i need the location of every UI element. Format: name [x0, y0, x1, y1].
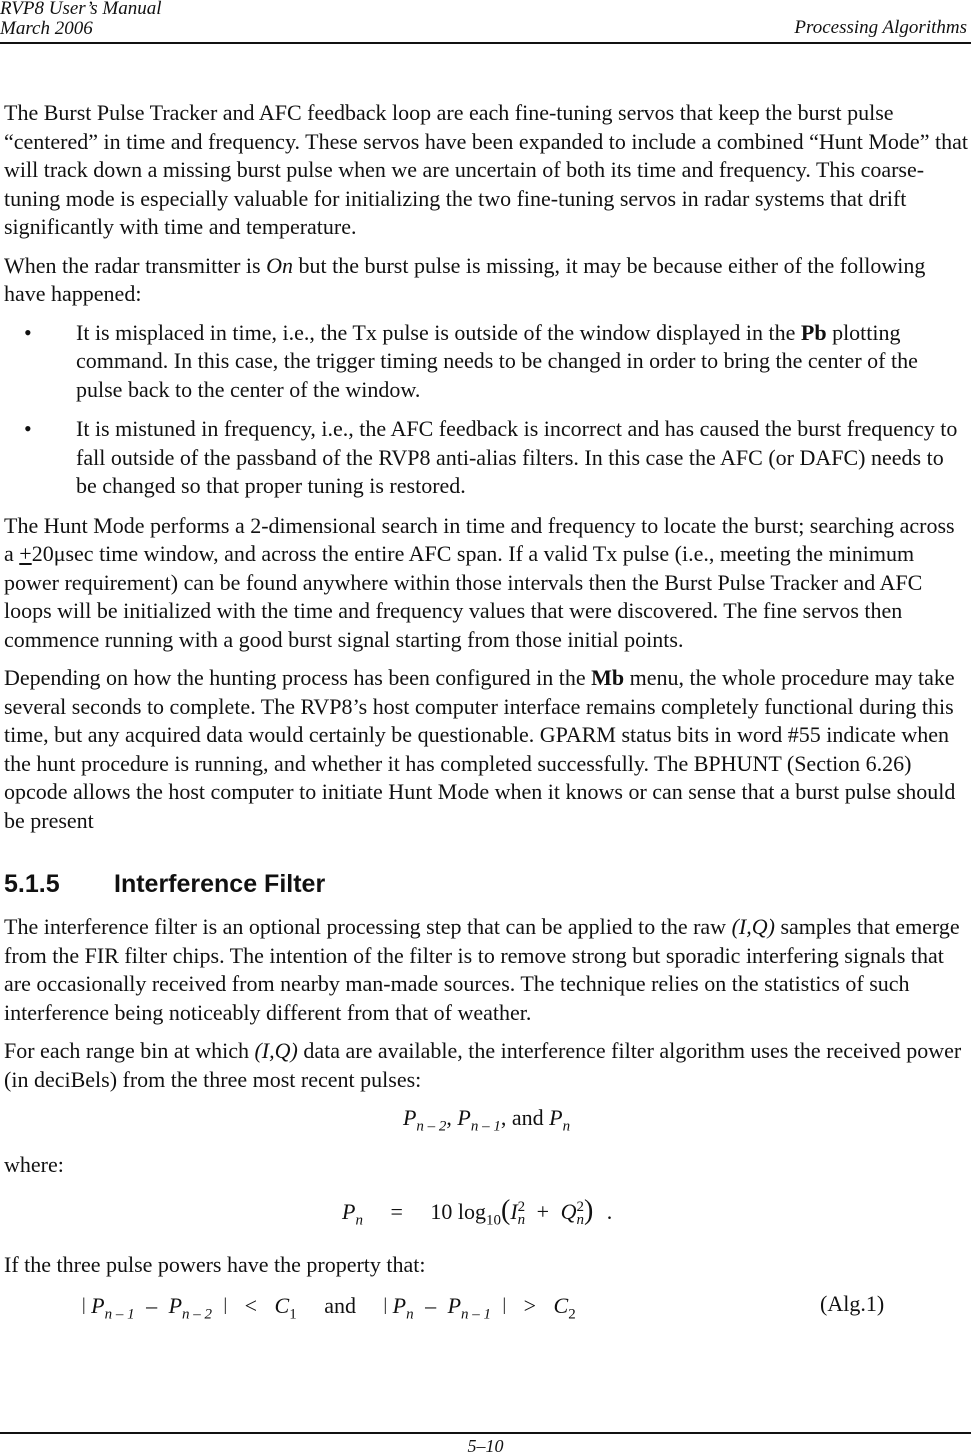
sup-sub-stack — [518, 1201, 526, 1227]
text: The Hunt Mode performs a 2-dimensional search in time and frequency to locate the burst; searching across a — [4, 512, 955, 566]
symbol-p: P — [342, 1199, 356, 1225]
emphasis-iq: (I,Q) — [254, 1038, 298, 1063]
text: menu, the whole procedure may take several seconds to complete. The RVP8’s host computer interface remains completely functional during this time, but any acquired data would certainly be questionable. GPARM status bits in word #55 indicate when the hunt procedure is running, and whether it has completed successfully. The BPHUNT (Section 6.26) opcode allows the host computer to initiate Hunt Mode when it knows or can sense that a burst pulse should be present — [4, 665, 956, 833]
emphasis-iq: (I,Q) — [731, 914, 775, 939]
less-than-sign: < — [244, 1292, 258, 1318]
symbol-p: P — [91, 1292, 105, 1318]
conjunction-and: and — [324, 1292, 356, 1318]
bullet-icon: • — [24, 319, 32, 345]
equation-tag: (Alg.1) — [820, 1290, 885, 1316]
log-function: log — [457, 1199, 486, 1225]
manual-date: March 2006 — [0, 18, 93, 39]
subscript: n – 1 — [104, 1306, 135, 1323]
text: samples that emerge from the FIR filter chips. The intention of the filter is to remove strong but sporadic interfering signals that are occasionally received from nearby man-made sources. The technique relies on the statistics of such interference being noticeably different from that of weather. — [4, 914, 960, 1025]
open-paren: ( — [501, 1195, 511, 1227]
subscript: n – 2 — [416, 1118, 447, 1135]
close-paren: ) — [583, 1195, 594, 1227]
abs-bar: | — [82, 1293, 86, 1314]
symbol-i: I — [510, 1199, 518, 1225]
subscript: n — [517, 1212, 526, 1229]
subscript: n — [576, 1212, 584, 1229]
section-heading — [4, 869, 969, 899]
equation-alg1 — [4, 1290, 969, 1326]
symbol-c: C — [274, 1292, 290, 1318]
abs-bar: | — [502, 1293, 507, 1314]
list-item — [4, 319, 969, 405]
subscript: 1 — [289, 1306, 297, 1323]
superscript: 2 — [517, 1199, 526, 1216]
where-label: where: — [4, 1151, 64, 1177]
page-number: 5–10 — [467, 1436, 504, 1456]
text: The interference filter is an optional processing step that can be applied to the raw — [4, 914, 732, 939]
chapter-title: Processing Algorithms — [794, 17, 967, 38]
symbol-p: P — [168, 1292, 183, 1318]
paragraph-interference-intro — [4, 913, 969, 1027]
emphasis-on: On — [266, 252, 293, 278]
subscript: n – 2 — [182, 1306, 213, 1323]
symbol-p: P — [392, 1292, 407, 1318]
equation-three-powers — [4, 1104, 969, 1141]
sup-sub-stack — [576, 1201, 584, 1227]
bullet-icon: • — [24, 416, 32, 441]
text: It is mistuned in frequency, i.e., the AFC feedback is incorrect and has caused the burst frequency to fall outside of the passband of the RVP8 anti-alias filters. In this case the AFC (or DAFC) needs to be changed so that proper tuning is restored. — [76, 416, 958, 498]
separator: , — [446, 1105, 458, 1130]
paragraph-transmitter-on — [4, 252, 969, 309]
section-number: 5.1.5 — [4, 870, 60, 898]
text: plotting command. In this case, the trigger timing needs to be changed in order to bring the center of the pulse back to the center of the window. — [76, 319, 918, 402]
equation-power-definition — [4, 1189, 969, 1239]
plus-sign: + — [19, 541, 32, 566]
log-base: 10 — [486, 1212, 501, 1229]
list-item — [4, 415, 969, 501]
subscript: n — [406, 1306, 414, 1323]
symbol-p: P — [402, 1105, 417, 1130]
section-title: Interference Filter — [114, 870, 326, 898]
text: For each range bin at which — [4, 1038, 255, 1063]
bullet-list — [4, 319, 969, 501]
footer-rule — [0, 1432, 971, 1434]
greater-than-sign: > — [523, 1292, 537, 1318]
equation-body — [82, 1290, 576, 1329]
separator: , and — [500, 1105, 550, 1130]
superscript: 2 — [576, 1199, 584, 1216]
equation-body — [342, 1197, 612, 1235]
text: Depending on how the hunting process has been configured in the — [4, 665, 592, 690]
symbol-c: C — [553, 1292, 569, 1318]
paragraph-hunt-mode — [4, 512, 969, 655]
command-mb: Mb — [591, 665, 625, 690]
minus-sign: – — [146, 1292, 158, 1318]
paragraph-property: If the three pulse powers have the property that: — [4, 1252, 426, 1278]
subscript: 2 — [568, 1306, 576, 1323]
coefficient: 10 — [430, 1199, 453, 1225]
symbol-p: P — [549, 1105, 563, 1130]
page-body — [4, 99, 969, 1326]
paragraph-range-bin — [4, 1037, 969, 1094]
text: 20μsec time window, and across the entire AFC span. If a valid Tx pulse (i.e., meeting the minimum power requirement) can be found anywhere within those intervals then the Burst Pulse Tracker and AFC loops will be initialized with the time and frequency values that were discovered. The fine servos then commence running with a good burst signal starting from those initial points. — [4, 541, 923, 652]
equals-sign: = — [390, 1199, 403, 1225]
plus-sign: + — [536, 1199, 550, 1225]
subscript: n — [562, 1118, 571, 1135]
period: . — [606, 1199, 613, 1225]
symbol-p: P — [457, 1105, 471, 1130]
header-left — [0, 0, 162, 39]
text: When the radar transmitter is — [4, 252, 267, 278]
text: data are available, the interference filter algorithm uses the received power (in deciBels) from the three most recent pulses: — [4, 1038, 962, 1092]
text: but the burst pulse is missing, it may be because either of the following have happened: — [4, 252, 926, 306]
paragraph-hunt-config — [4, 664, 969, 835]
text: It is misplaced in time, i.e., the Tx pulse is outside of the window displayed in the — [76, 319, 801, 345]
manual-title: RVP8 User’s Manual — [0, 0, 162, 19]
abs-bar: | — [383, 1293, 388, 1314]
subscript: n – 1 — [461, 1306, 492, 1323]
subscript: n – 1 — [470, 1118, 501, 1135]
minus-sign: – — [425, 1292, 437, 1318]
subscript: n — [355, 1212, 363, 1229]
command-pb: Pb — [800, 319, 827, 345]
page-header — [0, 0, 971, 46]
symbol-q: Q — [560, 1199, 577, 1225]
symbol-p: P — [447, 1292, 462, 1318]
paragraph-burst-tracker: The Burst Pulse Tracker and AFC feedback loop are each fine-tuning servos that keep the burst pulse “centered” in time and frequency. These servos have been expanded to include a combined “Hunt Mode” that will track down a missing burst pulse when we are uncertain of both its time and frequency. This coarse-tuning mode is especially valuable for initializing the two fine-tuning servos in radar systems that drift significantly with time and temperature. — [4, 100, 968, 239]
header-rule — [0, 42, 971, 44]
abs-bar: | — [223, 1293, 228, 1314]
